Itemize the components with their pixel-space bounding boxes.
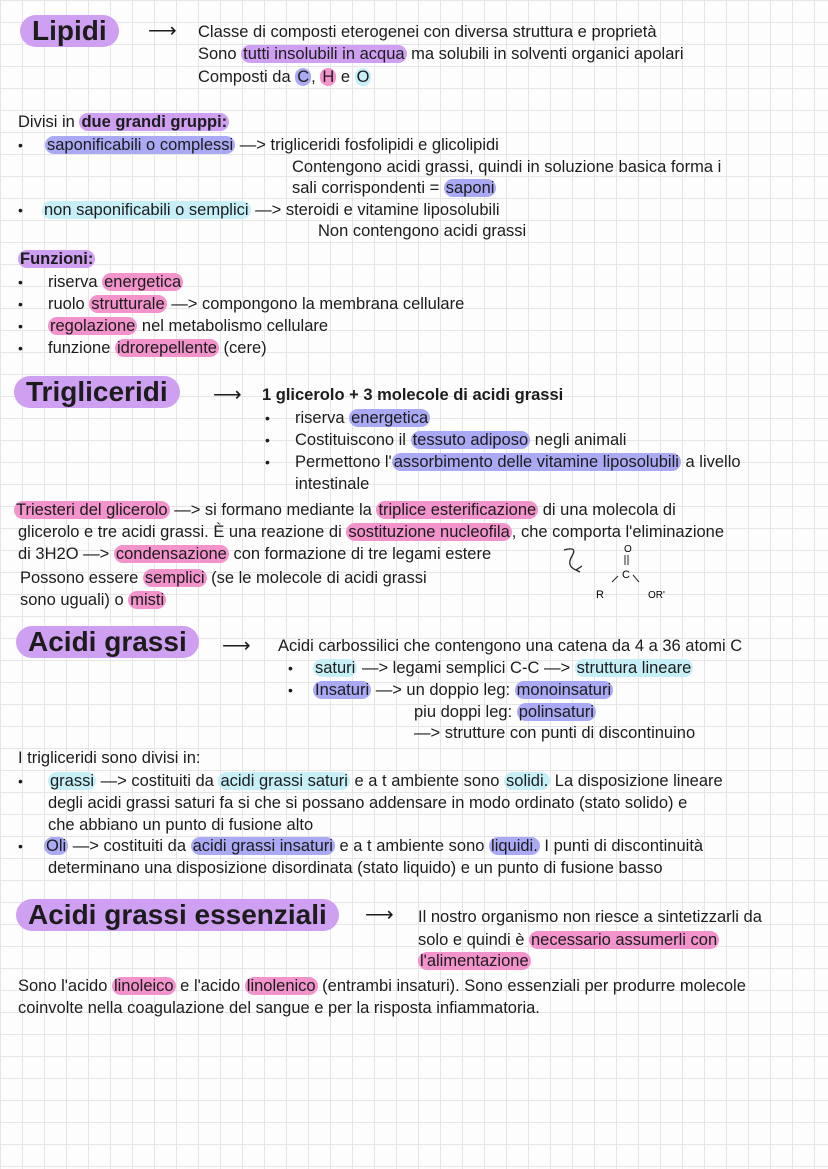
text-line bbox=[262, 384, 563, 406]
text-segment: ruolo bbox=[48, 295, 90, 313]
text-segment: —> costituiti da bbox=[68, 837, 191, 855]
bullet-icon: • bbox=[18, 296, 23, 312]
text-line bbox=[48, 857, 663, 879]
text-line bbox=[48, 293, 464, 315]
text-segment: Permettono l' bbox=[295, 453, 392, 471]
highlighted-term: energetica bbox=[104, 273, 182, 291]
highlighted-term: saturi bbox=[315, 659, 356, 677]
text-segment: —> un doppio leg: bbox=[371, 681, 515, 699]
arrow-right-icon: ⟶ bbox=[365, 904, 394, 926]
text-segment: e bbox=[336, 68, 355, 86]
bullet-icon: • bbox=[265, 410, 270, 426]
highlighted-term: C bbox=[297, 68, 310, 86]
text-segment: determinano una disposizione disordinata (stato liquido) e un punto di fusione basso bbox=[48, 859, 663, 877]
highlighted-term: idrorepellente bbox=[116, 339, 217, 357]
highlighted-term: polinsaturi bbox=[518, 703, 594, 721]
bullet-icon: • bbox=[18, 340, 23, 356]
text-segment: degli acidi grassi saturi fa si che si possano addensare in modo ordinato (stato solido) e bbox=[48, 794, 688, 812]
text-line bbox=[318, 220, 526, 242]
text-line bbox=[18, 975, 746, 997]
text-segment: Costituiscono il bbox=[295, 431, 411, 449]
highlighted-term: semplici bbox=[144, 569, 205, 587]
section-title: Acidi grassi bbox=[16, 626, 199, 658]
text-line bbox=[418, 950, 531, 972]
text-line bbox=[418, 929, 719, 951]
diagram-or: OR' bbox=[648, 590, 665, 601]
highlighted-term: liquidi. bbox=[491, 837, 538, 855]
highlighted-term: energetica bbox=[351, 409, 429, 427]
text-segment: (cere) bbox=[218, 339, 267, 357]
text-line bbox=[48, 792, 687, 814]
ester-structure-diagram bbox=[556, 540, 696, 610]
text-segment: di 3H2O —> bbox=[18, 545, 114, 563]
text-line bbox=[48, 271, 183, 293]
highlighted-term: triplice esterificazione bbox=[378, 501, 537, 519]
text-segment: Sono l'acido bbox=[18, 977, 112, 995]
highlighted-term: l'alimentazione bbox=[420, 952, 529, 970]
bullet-icon: • bbox=[265, 432, 270, 448]
text-segment: nel metabolismo cellulare bbox=[137, 317, 329, 335]
text-line bbox=[198, 43, 684, 65]
highlighted-term: monoinsaturi bbox=[516, 681, 612, 699]
text-segment: coinvolte nella coagulazione del sangue e per la risposta infiammatoria. bbox=[18, 999, 540, 1017]
text-segment: Classe di composti eterogenei con diversa struttura e proprietà bbox=[198, 23, 657, 41]
highlighted-term: Funzioni: bbox=[20, 250, 94, 268]
text-line bbox=[18, 997, 540, 1019]
arrow-right-icon: ⟶ bbox=[222, 635, 251, 657]
bullet-icon: • bbox=[18, 137, 23, 153]
text-segment: e a t ambiente sono bbox=[349, 772, 505, 790]
text-segment: negli animali bbox=[530, 431, 627, 449]
text-line bbox=[42, 199, 500, 221]
highlighted-term: tessuto adiposo bbox=[412, 431, 529, 449]
text-line bbox=[295, 407, 430, 429]
bullet-icon: • bbox=[18, 318, 23, 334]
text-segment: Sono bbox=[198, 45, 242, 63]
highlighted-term: O bbox=[356, 68, 370, 86]
text-segment: sali corrispondenti = bbox=[292, 179, 444, 197]
bullet-icon: • bbox=[265, 454, 270, 470]
text-line bbox=[20, 567, 427, 589]
bullet-icon: • bbox=[18, 838, 23, 854]
text-segment: , che comporta l'eliminazione bbox=[511, 523, 725, 541]
text-line bbox=[18, 543, 491, 565]
text-line bbox=[278, 635, 742, 657]
text-line bbox=[418, 906, 762, 928]
bullet-icon: • bbox=[18, 773, 23, 789]
text-segment: intestinale bbox=[295, 475, 370, 493]
text-segment: Il nostro organismo non riesce a sintetizzarli da bbox=[418, 908, 762, 926]
text-line bbox=[18, 747, 200, 769]
highlighted-term: condensazione bbox=[115, 545, 227, 563]
highlighted-term: saponificabili o complessi bbox=[47, 136, 234, 154]
text-line bbox=[295, 473, 369, 495]
highlighted-term: solidi. bbox=[506, 772, 549, 790]
text-segment: —> strutture con punti di discontinuino bbox=[414, 724, 696, 742]
text-line bbox=[18, 111, 229, 133]
highlighted-term: Triesteri del glicerolo bbox=[16, 501, 168, 519]
text-segment: —> steroidi e vitamine liposolubili bbox=[250, 201, 500, 219]
text-line bbox=[14, 499, 676, 521]
section-title: Acidi grassi essenziali bbox=[16, 899, 339, 931]
text-segment: che abbiano un punto di fusione alto bbox=[48, 816, 314, 834]
highlighted-term: linoleico bbox=[113, 977, 174, 995]
highlighted-term: sostituzione nucleofila bbox=[348, 523, 510, 541]
text-line bbox=[45, 134, 499, 156]
highlighted-term: non saponificabili o semplici bbox=[44, 201, 249, 219]
text-line bbox=[295, 429, 626, 451]
text-segment: e l'acido bbox=[175, 977, 245, 995]
text-line bbox=[18, 248, 95, 270]
highlighted-term: necessario assumerli con bbox=[531, 931, 718, 949]
text-segment: funzione bbox=[48, 339, 115, 357]
text-segment: Possono essere bbox=[20, 569, 143, 587]
text-segment: sono uguali) o bbox=[20, 591, 129, 609]
diagram-r: R bbox=[596, 589, 604, 601]
text-segment: —> compongono la membrana cellulare bbox=[166, 295, 465, 313]
text-segment: Divisi in bbox=[18, 113, 80, 131]
text-segment: Acidi carbossilici che contengono una catena da 4 a 36 atomi C bbox=[278, 637, 743, 655]
text-line bbox=[20, 589, 166, 611]
bullet-icon: • bbox=[288, 682, 293, 698]
text-segment: —> legami semplici C-C —> bbox=[357, 659, 575, 677]
bullet-icon: • bbox=[18, 274, 23, 290]
text-segment: con formazione di tre legami estere bbox=[228, 545, 492, 563]
text-line bbox=[48, 814, 313, 836]
highlighted-term: saponi bbox=[445, 179, 495, 197]
bullet-icon: • bbox=[288, 660, 293, 676]
arrow-right-icon: ⟶ bbox=[148, 20, 177, 42]
text-line bbox=[313, 657, 693, 679]
text-segment: I trigliceridi sono divisi in: bbox=[18, 749, 201, 767]
highlighted-term: tutti insolubili in acqua bbox=[243, 45, 405, 63]
text-segment: Contengono acidi grassi, quindi in soluzione basica forma i bbox=[292, 158, 722, 176]
text-line bbox=[295, 451, 741, 473]
text-segment: , bbox=[311, 68, 321, 86]
highlighted-term: acidi grassi insaturi bbox=[192, 837, 333, 855]
highlighted-term: acidi grassi saturi bbox=[220, 772, 348, 790]
text-segment: La disposizione lineare bbox=[550, 772, 723, 790]
text-line bbox=[198, 66, 371, 88]
section-title: Lipidi bbox=[20, 15, 119, 47]
text-line bbox=[414, 701, 596, 723]
text-segment: (se le molecole di acidi grassi bbox=[206, 569, 427, 587]
highlighted-term: grassi bbox=[50, 772, 95, 790]
highlighted-term: assorbimento delle vitamine liposolubili bbox=[393, 453, 679, 471]
text-segment: —> si formano mediante la bbox=[169, 501, 377, 519]
text-line bbox=[313, 679, 613, 701]
text-segment: a livello bbox=[680, 453, 741, 471]
highlighted-term: regolazione bbox=[50, 317, 136, 335]
text-segment: I punti di discontinuità bbox=[539, 837, 704, 855]
text-segment: e a t ambiente sono bbox=[334, 837, 490, 855]
highlighted-term: Insaturi bbox=[315, 681, 370, 699]
text-segment: —> costituiti da bbox=[96, 772, 219, 790]
text-line bbox=[198, 21, 657, 43]
highlighted-term: due grandi gruppi: bbox=[81, 113, 228, 131]
text-segment: ma solubili in solventi organici apolari bbox=[406, 45, 684, 63]
highlighted-term: linolenico bbox=[246, 977, 316, 995]
text-segment: —> trigliceridi fosfolipidi e glicolipidi bbox=[235, 136, 499, 154]
diagram-carbon: C bbox=[622, 569, 630, 581]
text-segment: Composti da bbox=[198, 68, 296, 86]
text-segment: 1 glicerolo + 3 molecole di acidi grassi bbox=[262, 386, 564, 404]
text-segment: Non contengono acidi grassi bbox=[318, 222, 527, 240]
text-line bbox=[44, 835, 703, 857]
text-line bbox=[48, 770, 723, 792]
text-segment: glicerolo e tre acidi grassi. È una reazione di bbox=[18, 523, 347, 541]
text-segment: riserva bbox=[295, 409, 350, 427]
highlighted-term: misti bbox=[130, 591, 165, 609]
text-segment: riserva bbox=[48, 273, 103, 291]
highlighted-term: struttura lineare bbox=[576, 659, 692, 677]
text-line bbox=[414, 722, 695, 744]
text-line bbox=[48, 337, 267, 359]
text-line bbox=[292, 177, 496, 199]
text-segment: solo e quindi è bbox=[418, 931, 529, 949]
section-title: Trigliceridi bbox=[14, 376, 180, 408]
highlighted-term: Oli bbox=[46, 837, 67, 855]
text-segment: (entrambi insaturi). Sono essenziali per produrre molecole bbox=[317, 977, 746, 995]
bullet-icon: • bbox=[18, 202, 23, 218]
diagram-oxygen: O bbox=[624, 544, 632, 555]
text-segment: di una molecola di bbox=[538, 501, 676, 519]
text-segment: piu doppi leg: bbox=[414, 703, 517, 721]
highlighted-term: H bbox=[322, 68, 335, 86]
arrow-right-icon: ⟶ bbox=[213, 384, 242, 406]
text-line bbox=[48, 315, 328, 337]
text-line bbox=[292, 156, 721, 178]
highlighted-term: strutturale bbox=[91, 295, 165, 313]
